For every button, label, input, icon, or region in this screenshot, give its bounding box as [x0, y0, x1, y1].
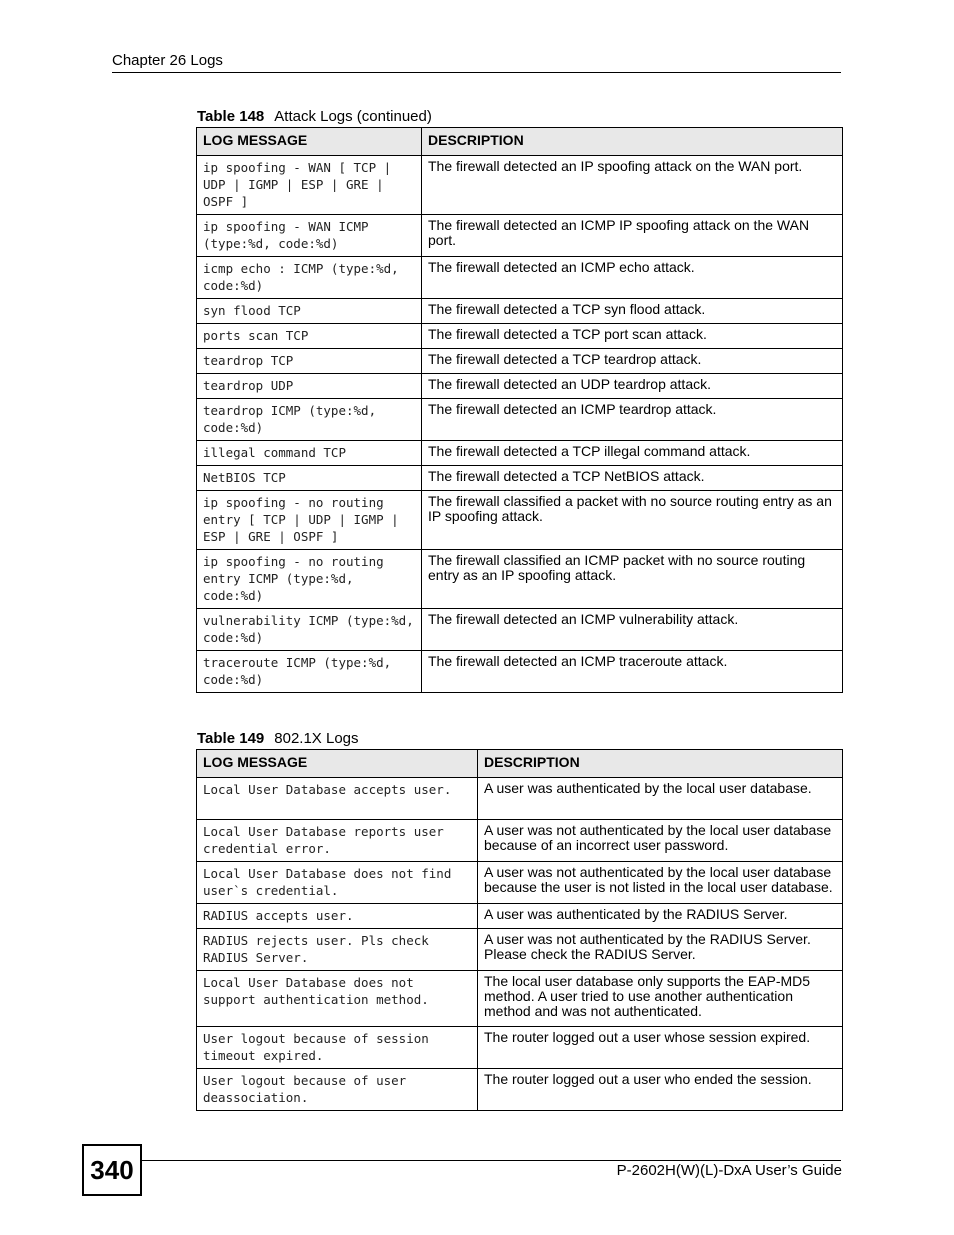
log-message: ports scan TCP	[197, 324, 422, 349]
log-description: The firewall detected a TCP NetBIOS attack.	[422, 466, 843, 491]
table-148-title: Attack Logs (continued)	[274, 108, 432, 125]
log-message: teardrop ICMP (type:%d, code:%d)	[197, 399, 422, 441]
log-message: Local User Database reports user credential error.	[197, 820, 478, 862]
log-description: The router logged out a user who ended the session.	[478, 1069, 843, 1111]
table-row	[197, 374, 843, 399]
log-message: RADIUS rejects user. Pls check RADIUS Server.	[197, 929, 478, 971]
column-header-description: DESCRIPTION	[422, 128, 843, 156]
log-description: The firewall classified a packet with no source routing entry as an IP spoofing attack.	[422, 491, 843, 550]
footer-divider	[140, 1160, 841, 1161]
log-message: teardrop UDP	[197, 374, 422, 399]
table-row	[197, 1027, 843, 1069]
log-description: The firewall detected a TCP syn flood attack.	[422, 299, 843, 324]
table-148-label: Table 148	[197, 108, 265, 125]
log-message: RADIUS accepts user.	[197, 904, 478, 929]
log-description: The firewall detected a TCP teardrop attack.	[422, 349, 843, 374]
column-header-log-message: LOG MESSAGE	[197, 750, 478, 778]
log-message: User logout because of session timeout expired.	[197, 1027, 478, 1069]
log-description: The firewall detected an ICMP teardrop attack.	[422, 399, 843, 441]
table-row	[197, 862, 843, 904]
chapter-header: Chapter 26 Logs	[112, 52, 841, 73]
log-message: User logout because of user deassociation.	[197, 1069, 478, 1111]
table-row	[197, 550, 843, 609]
table-row	[197, 971, 843, 1027]
table-row	[197, 820, 843, 862]
log-description: A user was not authenticated by the local user database because of an incorrect user password.	[478, 820, 843, 862]
table-row	[197, 257, 843, 299]
table-row	[197, 441, 843, 466]
log-message: vulnerability ICMP (type:%d, code:%d)	[197, 609, 422, 651]
log-description: The firewall detected an UDP teardrop attack.	[422, 374, 843, 399]
page-number: 340	[82, 1144, 142, 1196]
log-description: The firewall classified an ICMP packet with no source routing entry as an IP spoofing attack.	[422, 550, 843, 609]
log-description: A user was not authenticated by the local user database because the user is not listed in the local user database.	[478, 862, 843, 904]
log-description: The firewall detected an ICMP vulnerability attack.	[422, 609, 843, 651]
column-header-description: DESCRIPTION	[478, 750, 843, 778]
log-description: The firewall detected an ICMP echo attack.	[422, 257, 843, 299]
table-148-caption	[197, 108, 432, 125]
log-description: The firewall detected a TCP port scan attack.	[422, 324, 843, 349]
log-description: The router logged out a user whose session expired.	[478, 1027, 843, 1069]
column-header-log-message: LOG MESSAGE	[197, 128, 422, 156]
table-row	[197, 929, 843, 971]
table-row	[197, 215, 843, 257]
log-message: Local User Database does not find user`s credential.	[197, 862, 478, 904]
table-149-title: 802.1X Logs	[274, 730, 359, 747]
log-message: teardrop TCP	[197, 349, 422, 374]
table-row	[197, 651, 843, 693]
log-message: Local User Database accepts user.	[197, 778, 478, 820]
log-description: The firewall detected an IP spoofing attack on the WAN port.	[422, 156, 843, 215]
table-149-label: Table 149	[197, 730, 265, 747]
table-row	[197, 1069, 843, 1111]
log-description: The firewall detected an ICMP traceroute attack.	[422, 651, 843, 693]
table-header-row	[197, 750, 843, 778]
log-description: The firewall detected an ICMP IP spoofing attack on the WAN port.	[422, 215, 843, 257]
table-row	[197, 904, 843, 929]
table-row	[197, 156, 843, 215]
log-description: The firewall detected a TCP illegal command attack.	[422, 441, 843, 466]
attack-logs-table	[196, 127, 843, 693]
log-message: ip spoofing - WAN [ TCP | UDP | IGMP | ESP | GRE | OSPF ]	[197, 156, 422, 215]
table-149-caption	[197, 730, 359, 747]
log-message: NetBIOS TCP	[197, 466, 422, 491]
log-message: ip spoofing - no routing entry [ TCP | UDP | IGMP | ESP | GRE | OSPF ]	[197, 491, 422, 550]
table-row	[197, 399, 843, 441]
log-message: traceroute ICMP (type:%d, code:%d)	[197, 651, 422, 693]
table-row	[197, 778, 843, 820]
log-message: illegal command TCP	[197, 441, 422, 466]
log-description: The local user database only supports the EAP-MD5 method. A user tried to use another authentication method and was not authenticated.	[478, 971, 843, 1027]
guide-title: P-2602H(W)(L)-DxA User’s Guide	[616, 1162, 842, 1179]
log-message: icmp echo : ICMP (type:%d, code:%d)	[197, 257, 422, 299]
log-message: Local User Database does not support authentication method.	[197, 971, 478, 1027]
log-message: ip spoofing - WAN ICMP (type:%d, code:%d)	[197, 215, 422, 257]
dot1x-logs-table	[196, 749, 843, 1111]
table-row	[197, 299, 843, 324]
table-row	[197, 609, 843, 651]
log-description: A user was authenticated by the local user database.	[478, 778, 843, 820]
table-row	[197, 466, 843, 491]
log-message: ip spoofing - no routing entry ICMP (type:%d, code:%d)	[197, 550, 422, 609]
log-message: syn flood TCP	[197, 299, 422, 324]
table-row	[197, 349, 843, 374]
table-row	[197, 491, 843, 550]
log-description: A user was authenticated by the RADIUS Server.	[478, 904, 843, 929]
table-header-row	[197, 128, 843, 156]
table-row	[197, 324, 843, 349]
log-description: A user was not authenticated by the RADIUS Server. Please check the RADIUS Server.	[478, 929, 843, 971]
